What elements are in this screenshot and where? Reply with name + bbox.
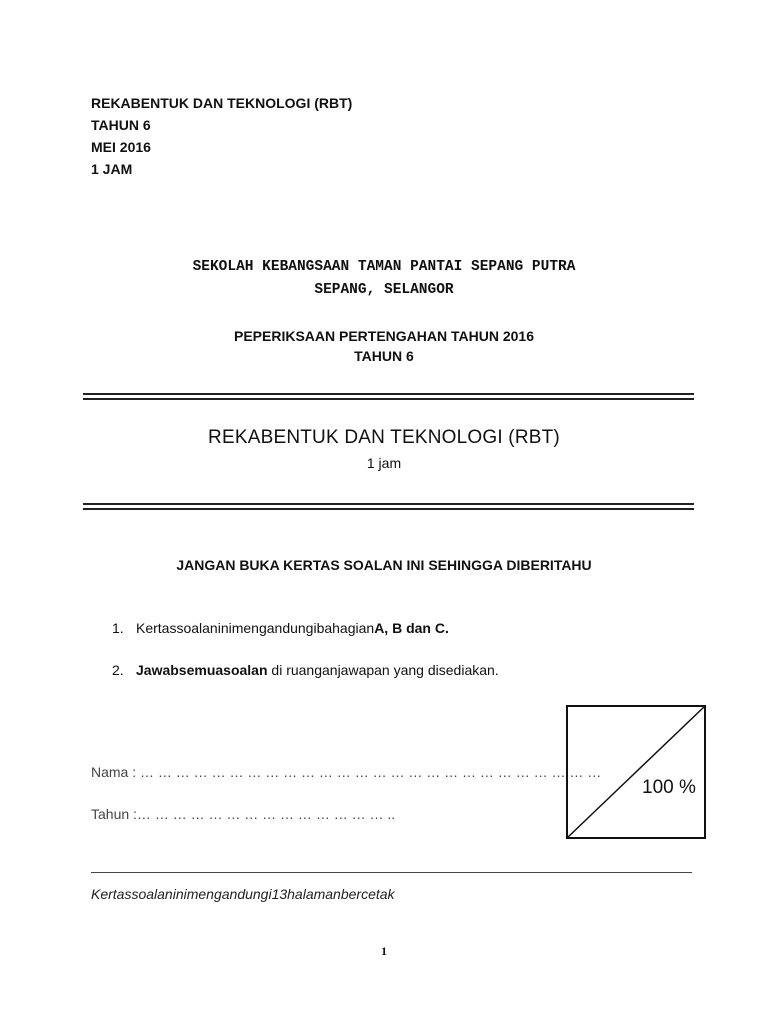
header-block — [91, 92, 352, 180]
exam-block — [0, 326, 768, 366]
top-double-rule — [83, 393, 694, 400]
instruction-number: 2. — [112, 662, 124, 678]
main-duration: 1 jam — [366, 455, 402, 471]
school-block — [0, 256, 768, 302]
exam-year: TAHUN 6 — [354, 348, 414, 364]
name-field: Nama : … … … … … … … … … … … … … … … … … … … … … … … … … … — [91, 764, 602, 780]
instruction-item-1 — [112, 620, 449, 636]
score-label: 100 % — [642, 777, 696, 798]
footer-divider — [91, 872, 692, 873]
instruction-bold-text: Jawabsemuasoalan — [136, 662, 268, 678]
header-date: MEI 2016 — [91, 139, 151, 155]
instruction-text: Kertassoalaninimengandungibahagian — [136, 620, 375, 636]
instruction-text-after: di ruanganjawapan yang disediakan. — [267, 662, 499, 678]
school-location: SEPANG, SELANGOR — [314, 282, 454, 298]
header-subject: REKABENTUK DAN TEKNOLOGI (RBT) — [91, 95, 353, 111]
header-duration: 1 JAM — [91, 161, 133, 177]
page-number: 1 — [381, 944, 387, 958]
year-field: Tahun :… … … … … … … … … … … … … … .. — [91, 806, 396, 822]
school-name: SEKOLAH KEBANGSAAN TAMAN PANTAI SEPANG PUTRA — [192, 259, 576, 275]
main-title: REKABENTUK DAN TEKNOLOGI (RBT) — [208, 427, 560, 448]
exam-name: PEPERIKSAAN PERTENGAHAN TAHUN 2016 — [233, 328, 534, 344]
warning-text: JANGAN BUKA KERTAS SOALAN INI SEHINGGA DIBERITAHU — [176, 557, 592, 573]
instruction-item-2 — [112, 662, 499, 678]
header-year: TAHUN 6 — [91, 117, 151, 133]
instruction-number: 1. — [112, 620, 124, 636]
footer-note: Kertassoalaninimengandungi13halamanbercetak — [91, 886, 395, 902]
bottom-double-rule — [83, 503, 694, 510]
instruction-bold-text: A, B dan C. — [374, 620, 449, 636]
